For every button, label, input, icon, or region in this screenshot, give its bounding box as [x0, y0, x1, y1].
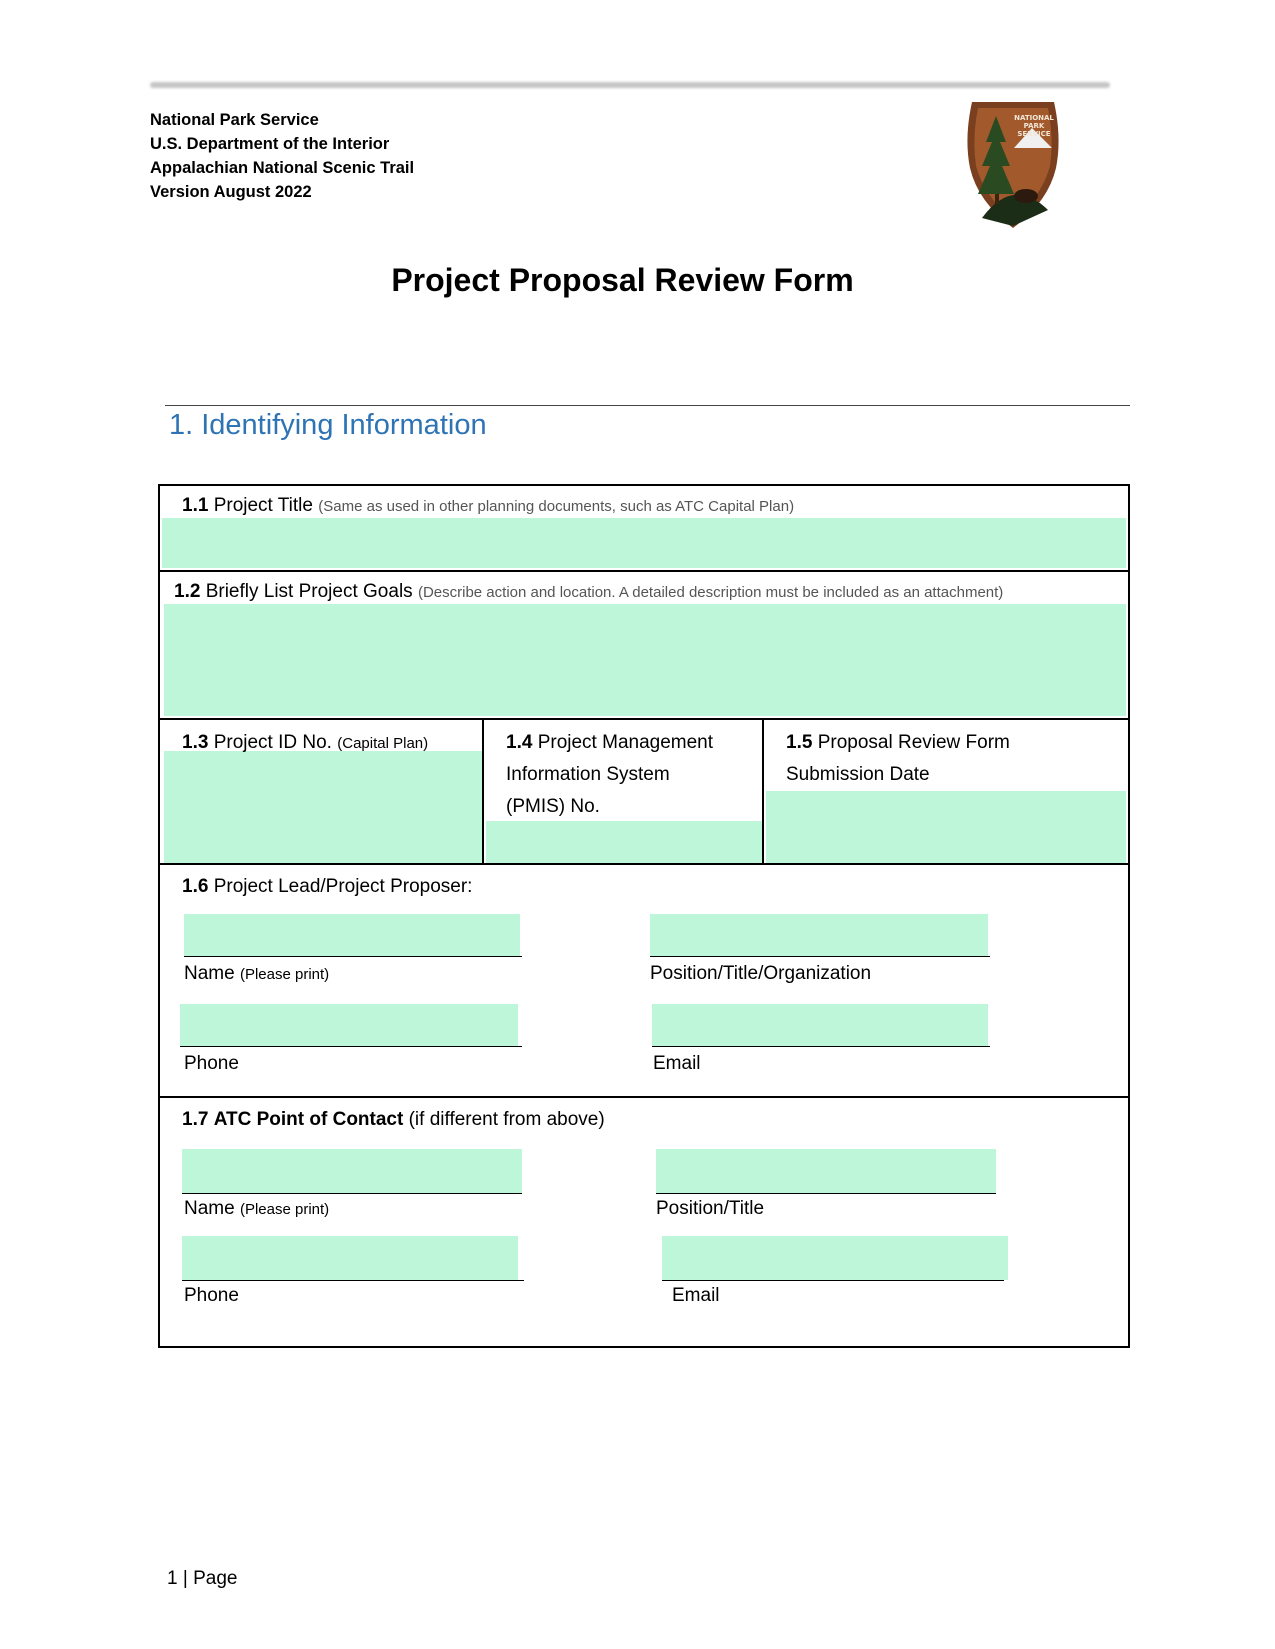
- project-lead-heading: [182, 871, 472, 903]
- section-heading: 1. Identifying Information: [169, 409, 487, 441]
- lead-position-label: Position/Title/Organization: [650, 963, 872, 984]
- project-goals-text: Briefly List Project Goals: [205, 581, 413, 602]
- atc-name-hint: (Please print): [239, 1201, 330, 1218]
- pmis-number-field[interactable]: [486, 821, 762, 863]
- lead-email-label: Email: [653, 1053, 701, 1074]
- column-divider: [482, 718, 484, 865]
- atc-phone-field[interactable]: [182, 1236, 518, 1280]
- submission-date-line-2: Submission Date: [786, 764, 930, 785]
- project-title-text: Project Title: [213, 495, 313, 516]
- lead-email-field[interactable]: [652, 1004, 988, 1046]
- submission-date-label: [786, 727, 1010, 791]
- lead-name-underline: [184, 956, 522, 957]
- project-goals-hint: (Describe action and location. A detailed description must be included as an attachment): [417, 584, 1004, 601]
- project-title-hint: (Same as used in other planning documents, such as ATC Capital Plan): [318, 498, 795, 515]
- submission-date-field[interactable]: [766, 791, 1126, 863]
- lead-email-underline: [652, 1046, 990, 1047]
- department-name: U.S. Department of the Interior: [150, 135, 390, 153]
- atc-email-label: Email: [672, 1285, 720, 1306]
- atc-phone-label: Phone: [184, 1285, 239, 1306]
- atc-contact-number: 1.7: [182, 1109, 209, 1130]
- project-goals-number: 1.2: [174, 581, 201, 602]
- atc-name-text: Name: [184, 1198, 235, 1219]
- project-lead-number: 1.6: [182, 876, 209, 897]
- identifying-info-table: [158, 484, 1130, 1348]
- lead-name-field[interactable]: [184, 914, 520, 956]
- atc-contact-suffix: (if different from above): [408, 1109, 605, 1130]
- lead-position-field[interactable]: [650, 914, 988, 956]
- project-id-label: [182, 727, 428, 760]
- project-goals-label: [174, 576, 1003, 609]
- page-number: 1: [167, 1568, 178, 1589]
- atc-contact-text: ATC Point of Contact: [213, 1109, 404, 1130]
- page-title: Project Proposal Review Form: [391, 262, 854, 298]
- submission-date-number: 1.5: [786, 732, 813, 753]
- row-divider: [160, 718, 1128, 720]
- lead-position-underline: [650, 956, 990, 957]
- agency-name: National Park Service: [150, 111, 319, 129]
- row-divider: [160, 1096, 1128, 1098]
- pmis-label: [506, 727, 713, 823]
- pmis-number: 1.4: [506, 732, 533, 753]
- lead-phone-underline: [180, 1046, 522, 1047]
- logo-text-service: SERVICE: [1017, 130, 1051, 138]
- lead-phone-field[interactable]: [180, 1004, 518, 1046]
- lead-phone-label: Phone: [184, 1053, 239, 1074]
- project-title-number: 1.1: [182, 495, 209, 516]
- trail-name: Appalachian National Scenic Trail: [150, 159, 415, 177]
- atc-contact-heading: [182, 1104, 605, 1136]
- atc-position-label: Position/Title: [656, 1198, 765, 1219]
- agency-block: [150, 108, 414, 204]
- project-title-field[interactable]: [162, 518, 1126, 568]
- project-title-label: [182, 490, 794, 523]
- row-divider: [160, 570, 1128, 572]
- lead-name-label: [184, 958, 329, 991]
- page-separator: |: [182, 1568, 188, 1589]
- header-divider-bar: [150, 82, 1110, 88]
- project-lead-text: Project Lead/Project Proposer:: [213, 876, 473, 897]
- project-goals-field[interactable]: [164, 604, 1126, 716]
- pmis-label-line-1: Project Management: [537, 732, 714, 753]
- project-id-field[interactable]: [164, 751, 482, 863]
- page-label: Page: [193, 1568, 238, 1589]
- row-divider: [160, 863, 1128, 865]
- version-label: Version August 2022: [150, 183, 312, 201]
- atc-position-field[interactable]: [656, 1149, 996, 1193]
- atc-name-label: [184, 1193, 329, 1226]
- page-footer: [167, 1568, 237, 1590]
- submission-date-line-1: Proposal Review Form: [817, 732, 1010, 753]
- lead-name-text: Name: [184, 963, 235, 984]
- pmis-label-line-2: Information System: [506, 764, 670, 785]
- column-divider: [762, 718, 764, 865]
- project-id-text: Project ID No.: [213, 732, 332, 753]
- logo-text-park: PARK: [1023, 122, 1045, 130]
- logo-text-national: NATIONAL: [1014, 114, 1054, 122]
- atc-name-field[interactable]: [182, 1149, 522, 1193]
- atc-email-field[interactable]: [662, 1236, 1008, 1280]
- project-id-number: 1.3: [182, 732, 209, 753]
- lead-name-hint: (Please print): [239, 966, 330, 983]
- nps-arrowhead-logo: [962, 98, 1064, 230]
- section-rule: [165, 405, 1130, 406]
- pmis-label-line-3: (PMIS) No.: [506, 796, 600, 817]
- project-id-hint: (Capital Plan): [337, 735, 429, 752]
